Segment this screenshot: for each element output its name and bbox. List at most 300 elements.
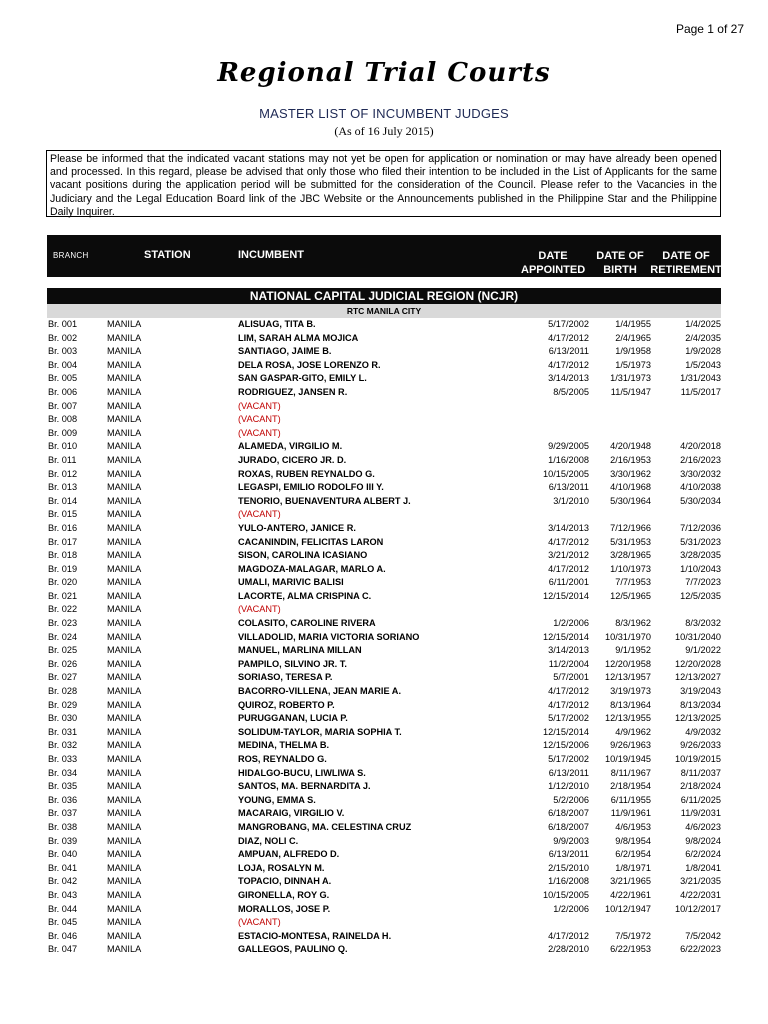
branch-cell: Br. 031 <box>48 726 78 737</box>
date-appointed-cell: 12/15/2014 <box>543 590 589 601</box>
date-birth-cell: 11/5/1947 <box>610 386 651 397</box>
date-appointed-cell: 9/9/2003 <box>553 835 589 846</box>
station-cell: MANILA <box>107 454 142 465</box>
date-birth-cell: 1/5/1973 <box>615 359 651 370</box>
date-birth-cell: 9/8/1954 <box>615 835 651 846</box>
table-row <box>47 617 721 631</box>
date-birth-cell: 1/4/1955 <box>615 319 651 329</box>
incumbent-cell: AMPUAN, ALFREDO D. <box>238 849 340 860</box>
date-birth-cell: 10/12/1947 <box>605 903 651 914</box>
station-cell: MANILA <box>107 686 142 697</box>
branch-cell: Br. 035 <box>48 781 78 792</box>
date-retirement-cell: 12/5/2035 <box>680 590 721 601</box>
date-retirement-cell: 2/18/2024 <box>680 781 721 792</box>
incumbent-cell: LOJA, ROSALYN M. <box>238 862 325 873</box>
date-retirement-cell: 7/12/2036 <box>680 522 721 533</box>
station-cell: MANILA <box>107 808 142 819</box>
date-birth-cell: 9/1/1952 <box>615 645 651 656</box>
table-row <box>47 495 721 509</box>
incumbent-cell: (VACANT) <box>238 604 281 615</box>
date-retirement-cell: 10/12/2017 <box>675 903 721 914</box>
table-row <box>47 753 721 767</box>
date-appointed-cell: 2/28/2010 <box>548 944 589 955</box>
table-row <box>47 794 721 808</box>
header-branch: BRANCH <box>53 251 89 260</box>
incumbent-cell: DELA ROSA, JOSE LORENZO R. <box>238 359 381 370</box>
date-appointed-cell: 3/14/2013 <box>548 373 589 384</box>
table-row <box>47 508 721 522</box>
date-retirement-cell: 12/20/2028 <box>675 658 721 669</box>
date-retirement-cell: 1/31/2043 <box>680 373 721 384</box>
branch-cell: Br. 018 <box>48 550 78 561</box>
incumbent-cell: LACORTE, ALMA CRISPINA C. <box>238 590 372 601</box>
date-appointed-cell: 1/12/2010 <box>548 781 589 792</box>
incumbent-cell: (VACANT) <box>238 509 281 520</box>
date-birth-cell: 7/5/1972 <box>615 930 651 941</box>
station-cell: MANILA <box>107 876 142 887</box>
incumbent-cell: SOLIDUM-TAYLOR, MARIA SOPHIA T. <box>238 726 402 737</box>
station-cell: MANILA <box>107 495 142 506</box>
table-row <box>47 522 721 536</box>
station-cell: MANILA <box>107 835 142 846</box>
date-birth-cell: 9/26/1963 <box>610 740 651 751</box>
station-cell: MANILA <box>107 522 142 533</box>
table-row <box>47 848 721 862</box>
station-cell: MANILA <box>107 821 142 832</box>
header-date-birth <box>592 249 648 277</box>
incumbent-cell: TENORIO, BUENAVENTURA ALBERT J. <box>238 495 411 506</box>
table-row <box>47 549 721 563</box>
table-row <box>47 862 721 876</box>
station-cell: MANILA <box>107 903 142 914</box>
table-row <box>47 916 721 930</box>
incumbent-cell: SANTOS, MA. BERNARDITA J. <box>238 781 371 792</box>
incumbent-cell: PAMPILO, SILVINO JR. T. <box>238 658 347 669</box>
station-cell: MANILA <box>107 386 142 397</box>
station-cell: MANILA <box>107 699 142 710</box>
date-appointed-cell: 5/17/2002 <box>548 713 589 724</box>
branch-cell: Br. 038 <box>48 821 78 832</box>
incumbent-cell: RODRIGUEZ, JANSEN R. <box>238 386 348 397</box>
date-birth-cell: 10/31/1970 <box>605 631 651 642</box>
date-birth-cell: 4/22/1961 <box>610 889 651 900</box>
incumbent-cell: ESTACIO-MONTESA, RAINELDA H. <box>238 930 392 941</box>
date-appointed-cell: 9/29/2005 <box>548 441 589 452</box>
branch-cell: Br. 019 <box>48 563 78 574</box>
date-birth-cell: 11/9/1961 <box>610 808 651 819</box>
branch-cell: Br. 008 <box>48 414 78 425</box>
judges-table-body <box>47 318 721 957</box>
station-cell: MANILA <box>107 849 142 860</box>
table-row <box>47 468 721 482</box>
branch-cell: Br. 025 <box>48 645 78 656</box>
date-retirement-cell: 8/11/2037 <box>680 767 721 778</box>
incumbent-cell: TOPACIO, DINNAH A. <box>238 876 332 887</box>
table-header <box>47 235 721 277</box>
date-retirement-cell: 11/5/2017 <box>680 386 721 397</box>
branch-cell: Br. 012 <box>48 468 78 479</box>
branch-cell: Br. 032 <box>48 740 78 751</box>
date-retirement-cell: 4/20/2018 <box>680 441 721 452</box>
date-appointed-cell: 5/17/2002 <box>548 754 589 764</box>
branch-cell: Br. 011 <box>48 454 77 465</box>
branch-cell: Br. 007 <box>48 400 78 411</box>
date-appointed-cell: 5/17/2002 <box>548 319 589 329</box>
date-appointed-cell: 3/21/2012 <box>548 550 589 561</box>
station-cell: MANILA <box>107 346 142 357</box>
incumbent-cell: UMALI, MARIVIC BALISI <box>238 577 344 588</box>
incumbent-cell: MORALLOS, JOSE P. <box>238 903 331 914</box>
station-cell: MANILA <box>107 917 142 928</box>
incumbent-cell: SORIASO, TERESA P. <box>238 672 333 683</box>
date-appointed-cell: 6/13/2011 <box>548 346 589 357</box>
branch-cell: Br. 045 <box>48 917 78 928</box>
date-retirement-cell: 3/19/2043 <box>680 686 721 697</box>
station-cell: MANILA <box>107 713 142 724</box>
table-row <box>47 671 721 685</box>
date-retirement-cell: 3/21/2035 <box>680 876 721 887</box>
branch-cell: Br. 046 <box>48 930 78 941</box>
date-retirement-cell: 9/8/2024 <box>685 835 721 846</box>
date-birth-cell: 3/21/1965 <box>610 876 651 887</box>
branch-cell: Br. 037 <box>48 808 78 819</box>
date-retirement-cell: 7/7/2023 <box>685 577 721 588</box>
date-birth-cell: 7/7/1953 <box>615 577 651 588</box>
branch-cell: Br. 033 <box>48 754 78 764</box>
date-retirement-cell: 3/28/2035 <box>680 550 721 561</box>
date-retirement-cell: 2/4/2035 <box>685 332 721 343</box>
region-heading: NATIONAL CAPITAL JUDICIAL REGION (NCJR) <box>47 288 721 304</box>
station-cell: MANILA <box>107 672 142 683</box>
branch-cell: Br. 030 <box>48 713 78 724</box>
station-cell: MANILA <box>107 373 142 384</box>
date-birth-cell: 1/8/1971 <box>615 862 651 873</box>
date-birth-cell: 4/6/1953 <box>615 821 651 832</box>
incumbent-cell: (VACANT) <box>238 917 281 928</box>
date-retirement-cell: 9/1/2022 <box>685 645 721 656</box>
document-subtitle: MASTER LIST OF INCUMBENT JUDGES <box>259 106 509 121</box>
branch-cell: Br. 020 <box>48 577 78 588</box>
date-retirement-cell: 11/9/2031 <box>680 808 721 819</box>
page-number: Page 1 of 27 <box>675 22 744 36</box>
table-row <box>47 835 721 849</box>
date-retirement-cell: 6/2/2024 <box>685 849 721 860</box>
date-appointed-cell: 4/17/2012 <box>548 930 589 941</box>
branch-cell: Br. 039 <box>48 835 78 846</box>
table-row <box>47 631 721 645</box>
branch-cell: Br. 047 <box>48 944 78 955</box>
station-cell: MANILA <box>107 319 142 329</box>
station-cell: MANILA <box>107 427 142 438</box>
table-row <box>47 685 721 699</box>
date-birth-cell: 12/20/1958 <box>605 658 651 669</box>
incumbent-cell: ROXAS, RUBEN REYNALDO G. <box>238 468 375 479</box>
date-appointed-cell: 4/17/2012 <box>548 536 589 547</box>
station-cell: MANILA <box>107 414 142 425</box>
station-cell: MANILA <box>107 590 142 601</box>
date-birth-cell: 4/9/1962 <box>615 726 651 737</box>
incumbent-cell: GIRONELLA, ROY G. <box>238 889 330 900</box>
date-birth-cell: 12/5/1965 <box>610 590 651 601</box>
incumbent-cell: YOUNG, EMMA S. <box>238 794 316 805</box>
table-row <box>47 699 721 713</box>
date-birth-cell: 2/16/1953 <box>610 454 651 465</box>
station-cell: MANILA <box>107 482 142 493</box>
date-appointed-cell: 12/15/2006 <box>543 740 589 751</box>
incumbent-cell: DIAZ, NOLI C. <box>238 835 299 846</box>
table-row <box>47 807 721 821</box>
date-appointed-cell: 12/15/2014 <box>543 631 589 642</box>
date-appointed-cell: 4/17/2012 <box>548 359 589 370</box>
station-cell: MANILA <box>107 400 142 411</box>
station-cell: MANILA <box>107 767 142 778</box>
branch-cell: Br. 027 <box>48 672 78 683</box>
date-birth-cell: 6/2/1954 <box>615 849 651 860</box>
date-appointed-cell: 4/17/2012 <box>548 699 589 710</box>
date-appointed-cell: 4/17/2012 <box>548 686 589 697</box>
branch-cell: Br. 003 <box>48 346 78 357</box>
table-row <box>47 481 721 495</box>
incumbent-cell: MACARAIG, VIRGILIO V. <box>238 808 345 819</box>
date-birth-cell: 4/20/1948 <box>610 441 651 452</box>
date-birth-cell: 6/22/1953 <box>610 944 651 955</box>
incumbent-cell: ROS, REYNALDO G. <box>238 754 327 764</box>
incumbent-cell: MEDINA, THELMA B. <box>238 740 330 751</box>
station-cell: MANILA <box>107 536 142 547</box>
branch-cell: Br. 001 <box>48 319 78 329</box>
branch-cell: Br. 023 <box>48 618 78 629</box>
branch-cell: Br. 036 <box>48 794 78 805</box>
incumbent-cell: SISON, CAROLINA ICASIANO <box>238 550 368 561</box>
date-birth-cell: 3/19/1973 <box>610 686 651 697</box>
date-birth-cell: 4/10/1968 <box>610 482 651 493</box>
branch-cell: Br. 029 <box>48 699 78 710</box>
branch-cell: Br. 016 <box>48 522 78 533</box>
station-cell: MANILA <box>107 631 142 642</box>
header-date-appointed-line2: APPOINTED <box>521 264 586 276</box>
table-row <box>47 767 721 781</box>
station-cell: MANILA <box>107 726 142 737</box>
incumbent-cell: SAN GASPAR-GITO, EMILY L. <box>238 373 367 384</box>
branch-cell: Br. 040 <box>48 849 78 860</box>
date-appointed-cell: 6/13/2011 <box>548 849 589 860</box>
header-date-birth-line2: BIRTH <box>603 264 637 276</box>
incumbent-cell: LEGASPI, EMILIO RODOLFO III Y. <box>238 482 384 493</box>
date-retirement-cell: 8/13/2034 <box>680 699 721 710</box>
date-appointed-cell: 5/7/2001 <box>553 672 589 683</box>
branch-cell: Br. 021 <box>48 590 78 601</box>
incumbent-cell: QUIROZ, ROBERTO P. <box>238 699 335 710</box>
station-cell: MANILA <box>107 944 142 955</box>
branch-cell: Br. 043 <box>48 889 78 900</box>
table-row <box>47 536 721 550</box>
date-appointed-cell: 1/16/2008 <box>548 454 589 465</box>
incumbent-cell: HIDALGO-BUCU, LIWLIWA S. <box>238 767 366 778</box>
date-retirement-cell: 4/6/2023 <box>685 821 721 832</box>
table-row <box>47 440 721 454</box>
date-appointed-cell: 4/17/2012 <box>548 332 589 343</box>
incumbent-cell: LIM, SARAH ALMA MOJICA <box>238 332 359 343</box>
table-row <box>47 821 721 835</box>
date-appointed-cell: 2/15/2010 <box>548 862 589 873</box>
station-cell: MANILA <box>107 794 142 805</box>
date-appointed-cell: 4/17/2012 <box>548 563 589 574</box>
station-cell: MANILA <box>107 509 142 520</box>
date-retirement-cell: 1/10/2043 <box>680 563 721 574</box>
incumbent-cell: MANUEL, MARLINA MILLAN <box>238 645 362 656</box>
branch-cell: Br. 009 <box>48 427 78 438</box>
table-row <box>47 576 721 590</box>
header-date-retirement-line1: DATE OF <box>662 250 710 262</box>
branch-cell: Br. 022 <box>48 604 78 615</box>
incumbent-cell: VILLADOLID, MARIA VICTORIA SORIANO <box>238 631 420 642</box>
station-cell: MANILA <box>107 577 142 588</box>
date-birth-cell: 7/12/1966 <box>610 522 651 533</box>
station-cell: MANILA <box>107 563 142 574</box>
date-birth-cell: 12/13/1955 <box>605 713 651 724</box>
incumbent-cell: (VACANT) <box>238 400 281 411</box>
station-cell: MANILA <box>107 930 142 941</box>
station-cell: MANILA <box>107 740 142 751</box>
branch-cell: Br. 026 <box>48 658 78 669</box>
branch-cell: Br. 014 <box>48 495 78 506</box>
table-row <box>47 726 721 740</box>
date-appointed-cell: 5/2/2006 <box>553 794 589 805</box>
date-appointed-cell: 3/1/2010 <box>553 495 589 506</box>
date-retirement-cell: 12/13/2025 <box>675 713 721 724</box>
incumbent-cell: ALAMEDA, VIRGILIO M. <box>238 441 343 452</box>
branch-cell: Br. 034 <box>48 767 78 778</box>
date-retirement-cell: 10/19/2015 <box>675 754 721 764</box>
date-birth-cell: 1/9/1958 <box>615 346 651 357</box>
table-row <box>47 889 721 903</box>
date-appointed-cell: 3/14/2013 <box>548 522 589 533</box>
table-row <box>47 739 721 753</box>
branch-cell: Br. 005 <box>48 373 78 384</box>
date-retirement-cell: 10/31/2040 <box>675 631 721 642</box>
branch-cell: Br. 013 <box>48 482 78 493</box>
date-appointed-cell: 6/13/2011 <box>548 767 589 778</box>
date-retirement-cell: 4/22/2031 <box>680 889 721 900</box>
station-cell: MANILA <box>107 889 142 900</box>
city-heading: RTC MANILA CITY <box>47 304 721 318</box>
incumbent-cell: GALLEGOS, PAULINO Q. <box>238 944 348 955</box>
date-birth-cell: 2/4/1965 <box>615 332 651 343</box>
station-cell: MANILA <box>107 862 142 873</box>
date-appointed-cell: 6/13/2011 <box>548 482 589 493</box>
date-retirement-cell: 6/11/2025 <box>680 794 721 805</box>
branch-cell: Br. 017 <box>48 536 78 547</box>
header-incumbent: INCUMBENT <box>238 249 304 261</box>
branch-cell: Br. 042 <box>48 876 78 887</box>
station-cell: MANILA <box>107 359 142 370</box>
date-appointed-cell: 10/15/2005 <box>543 889 589 900</box>
date-birth-cell: 10/19/1945 <box>605 754 651 764</box>
header-date-appointed-line1: DATE <box>538 250 568 262</box>
date-retirement-cell: 3/30/2032 <box>680 468 721 479</box>
station-cell: MANILA <box>107 618 142 629</box>
station-cell: MANILA <box>107 604 142 615</box>
incumbent-cell: CACANINDIN, FELICITAS LARON <box>238 536 384 547</box>
station-cell: MANILA <box>107 468 142 479</box>
branch-cell: Br. 010 <box>48 441 78 452</box>
table-row <box>47 563 721 577</box>
date-appointed-cell: 10/15/2005 <box>543 468 589 479</box>
date-birth-cell: 5/30/1964 <box>610 495 651 506</box>
header-date-appointed <box>521 249 585 277</box>
date-appointed-cell: 6/11/2001 <box>548 577 589 588</box>
date-retirement-cell: 1/9/2028 <box>685 346 721 357</box>
date-birth-cell: 12/13/1957 <box>605 672 651 683</box>
table-row <box>47 644 721 658</box>
table-row <box>47 590 721 604</box>
table-row <box>47 386 721 400</box>
date-appointed-cell: 11/2/2004 <box>548 658 589 669</box>
incumbent-cell: YULO-ANTERO, JANICE R. <box>238 522 356 533</box>
date-appointed-cell: 1/2/2006 <box>553 618 589 629</box>
date-birth-cell: 6/11/1955 <box>610 794 651 805</box>
date-appointed-cell: 1/2/2006 <box>553 903 589 914</box>
station-cell: MANILA <box>107 441 142 452</box>
header-station: STATION <box>144 249 191 261</box>
branch-cell: Br. 002 <box>48 332 78 343</box>
date-retirement-cell: 1/8/2041 <box>685 862 721 873</box>
date-retirement-cell: 1/5/2043 <box>685 359 721 370</box>
date-retirement-cell: 1/4/2025 <box>685 319 721 329</box>
table-row <box>47 454 721 468</box>
header-date-birth-line1: DATE OF <box>596 250 644 262</box>
header-date-retirement <box>650 249 722 277</box>
date-birth-cell: 5/31/1953 <box>610 536 651 547</box>
date-retirement-cell: 4/10/2038 <box>680 482 721 493</box>
date-birth-cell: 8/13/1964 <box>610 699 651 710</box>
branch-cell: Br. 006 <box>48 386 78 397</box>
branch-cell: Br. 041 <box>48 862 78 873</box>
date-retirement-cell: 2/16/2023 <box>680 454 721 465</box>
table-row <box>47 712 721 726</box>
date-appointed-cell: 1/16/2008 <box>548 876 589 887</box>
table-row <box>47 903 721 917</box>
incumbent-cell: BACORRO-VILLENA, JEAN MARIE A. <box>238 686 401 697</box>
date-birth-cell: 3/30/1962 <box>610 468 651 479</box>
table-row <box>47 318 721 332</box>
station-cell: MANILA <box>107 550 142 561</box>
date-retirement-cell: 5/31/2023 <box>680 536 721 547</box>
incumbent-cell: (VACANT) <box>238 414 281 425</box>
table-row <box>47 658 721 672</box>
branch-cell: Br. 044 <box>48 903 78 914</box>
station-cell: MANILA <box>107 645 142 656</box>
incumbent-cell: MAGDOZA-MALAGAR, MARLO A. <box>238 563 386 574</box>
table-row <box>47 875 721 889</box>
document-title: Regional Trial Courts <box>217 58 551 88</box>
table-row <box>47 603 721 617</box>
date-birth-cell: 2/18/1954 <box>610 781 651 792</box>
table-row <box>47 400 721 414</box>
as-of-date: (As of 16 July 2015) <box>334 124 434 138</box>
date-retirement-cell: 9/26/2033 <box>680 740 721 751</box>
table-row <box>47 372 721 386</box>
incumbent-cell: ALISUAG, TITA B. <box>238 319 316 329</box>
date-retirement-cell: 12/13/2027 <box>675 672 721 683</box>
table-row <box>47 359 721 373</box>
date-birth-cell: 1/10/1973 <box>610 563 651 574</box>
branch-cell: Br. 004 <box>48 359 78 370</box>
station-cell: MANILA <box>107 754 142 764</box>
station-cell: MANILA <box>107 781 142 792</box>
date-appointed-cell: 6/18/2007 <box>548 808 589 819</box>
header-date-retirement-line2: RETIREMENT <box>650 264 722 276</box>
